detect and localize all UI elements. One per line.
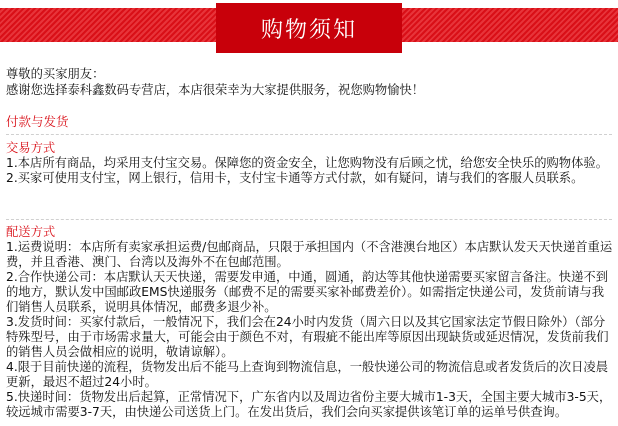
list-item: 4.限于目前快递的流程，货物发出后不能马上查询到物流信息，一般快递公司的物流信息或者发货后的次日凌晨更新，最迟不超过24小时。 <box>6 360 608 389</box>
list-item: 2.合作快递公司：本店默认天天快递，需要发申通，中通，圆通，韵达等其他快递需要买家留言备注。快递不到的地方，默认发中国邮政EMS快递服务（邮费不足的需要买家补邮费差价）。如需指定快递公司，发货前请与我们销售人员联系，说明具体情况，邮费多退少补。 <box>6 270 608 314</box>
page-title: 购物须知 <box>216 0 402 53</box>
header-banner <box>0 0 618 54</box>
transaction-heading: 交易方式 <box>6 141 56 155</box>
transaction-list <box>6 156 614 186</box>
greeting-salutation: 尊敬的买家朋友： <box>6 67 105 81</box>
list-item: 1.本店所有商品，均采用支付宝交易。保障您的资金安全，让您购物没有后顾之忧，给您安全快乐的购物体验。 <box>6 156 608 170</box>
payment-section-heading: 付款与发货 <box>6 114 69 129</box>
section-divider <box>6 219 612 220</box>
greeting-thanks: 感谢您选择泰科鑫数码专营店，本店很荣幸为大家提供服务，祝您购物愉快！ <box>6 83 425 97</box>
delivery-list <box>6 240 614 420</box>
list-item: 5.快递时间：货物发出后起算，正常情况下，广东省内以及周边省份主要大城市1-3天，全国主要大城市3-5天，较远城市需要3-7天，由快递公司送货上门。在发出货后，我们会向买家提供该笔订单的运单号供查询。 <box>6 390 612 419</box>
list-item: 2.买家可使用支付宝，网上银行，信用卡，支付宝卡通等方式付款，如有疑问，请与我们的客服人员联系。 <box>6 171 584 185</box>
list-item: 3.发货时间：买家付款后，一般情况下，我们会在24小时内发货（周六日以及其它国家法定节假日除外）（部分特殊型号，由于市场需求量大，可能会由于颜色不对，有瑕疵不能出库等原因出现缺货或延迟情况，发货前我们的销售人员会做相应的说明，敬请谅解）。 <box>6 315 609 359</box>
section-divider <box>6 134 612 135</box>
delivery-heading: 配送方式 <box>6 225 56 239</box>
list-item: 1.运费说明：本店所有卖家承担运费/包邮商品，只限于承担国内（不含港澳台地区）本店默认发天天快递首重运费，并且香港、澳门、台湾以及海外不在包邮范围。 <box>6 240 613 269</box>
